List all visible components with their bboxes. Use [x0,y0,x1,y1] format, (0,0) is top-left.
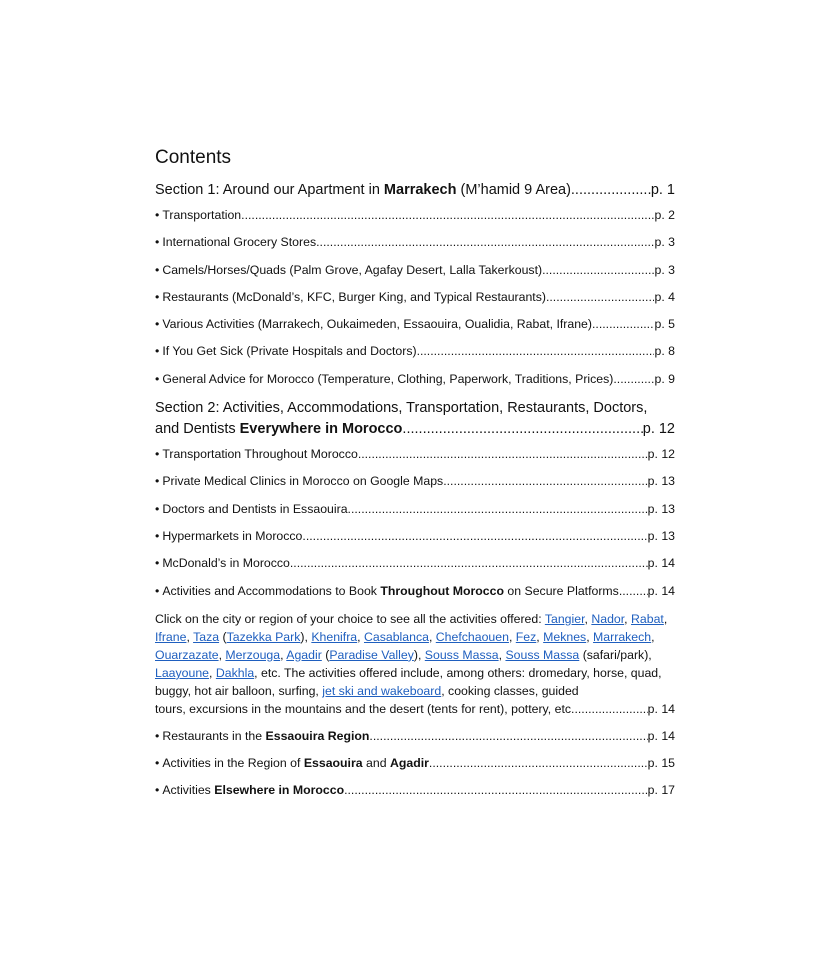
paragraph-page: p. 14 [647,701,675,716]
bullet: • [155,317,160,332]
link-fez[interactable]: Fez [515,629,537,644]
leader-dots [302,528,647,545]
toc-item-page: p. 3 [654,262,675,277]
toc-item-page: p. 5 [654,317,675,332]
bullet: • [155,583,160,598]
bullet: • [155,474,160,489]
toc-item-page: p. 14 [647,556,675,571]
leader-dots [592,316,655,333]
leader-dots [417,343,655,360]
link-ifrane[interactable]: Ifrane [155,629,187,644]
link-khenifra[interactable]: Khenifra [311,629,358,644]
toc-item[interactable] [155,555,675,572]
section-2-prefix: and Dentists [155,421,240,438]
link-casablanca[interactable]: Casablanca [363,629,429,644]
link-nador[interactable]: Nador [591,611,625,626]
toc-item-page: p. 4 [654,289,675,304]
section-2-page: p. 12 [642,421,675,438]
paragraph-after-dakhla: , etc. The activities offered include, among others: dromedary, horse, quad, buggy, hot air balloon, surfing, [155,665,662,698]
paragraph-after-souss: (safari/park), [582,647,652,662]
link-souss-massa[interactable]: Souss Massa [424,647,499,662]
toc-item-page: p. 15 [647,756,675,771]
link-merzouga[interactable]: Merzouga [225,647,281,662]
leader-dots [358,446,648,463]
bullet: • [155,783,160,798]
contents-title: Contents [155,147,232,168]
link-taza[interactable]: Taza [193,629,220,644]
leader-dots [542,262,654,279]
link-agadir[interactable]: Agadir [286,647,322,662]
link-jet-ski-wakeboard[interactable]: jet ski and wakeboard [322,683,442,698]
toc-item[interactable] [155,473,675,490]
link-paradise-valley[interactable]: Paradise Valley [329,647,414,662]
toc-item-page: p. 17 [647,783,675,798]
bullet: • [155,262,160,277]
toc-item[interactable] [155,262,675,279]
toc-item[interactable] [155,501,675,518]
link-marrakech[interactable]: Marrakech [593,629,652,644]
toc-item-page: p. 13 [647,528,675,543]
toc-item-text: McDonald’s in Morocco [162,556,290,571]
toc-item-text-mid: and [362,756,390,771]
toc-item-text: Camels/Horses/Quads (Palm Grove, Agafay Desert, Lalla Takerkoust) [162,262,543,277]
toc-item-page: p. 12 [647,447,675,462]
leader-dots [344,782,648,799]
paragraph-last-line: tours, excursions in the mountains and the desert (tents for rent), pottery, etc [155,701,572,716]
document-page [155,146,675,810]
link-rabat[interactable]: Rabat [631,611,664,626]
toc-item-bold: Essaouira [303,756,363,771]
leader-dots [402,419,642,440]
toc-item-text: Hypermarkets in Morocco [162,528,303,543]
section-2-heading[interactable] [155,398,675,440]
bullet: • [155,447,160,462]
toc-item-bold-2: Agadir [389,756,429,771]
section-2-bold: Everywhere in Morocco [239,421,403,438]
toc-item-text: Activities [162,783,215,798]
toc-item-text: International Grocery Stores [162,235,317,250]
leader-dots [348,501,648,518]
toc-item-text-suffix: on Secure Platforms [504,583,619,598]
leader-dots [619,583,648,600]
toc-item[interactable] [155,782,675,799]
bullet: • [155,371,160,386]
toc-item[interactable] [155,234,675,251]
toc-item-text: Private Medical Clinics in Morocco on Google Maps [162,474,444,489]
toc-item-text: Various Activities (Marrakech, Oukaimeden, Essaouira, Oualidia, Rabat, Ifrane) [162,317,592,332]
leader-dots [241,207,654,224]
toc-item-text: Restaurants (McDonald’s, KFC, Burger King, and Typical Restaurants) [162,289,546,304]
bullet: • [155,728,160,743]
toc-item-page: p. 14 [647,583,675,598]
toc-item[interactable] [155,755,675,772]
link-souss-massa-safari[interactable]: Souss Massa [505,647,580,662]
toc-item-bold: Elsewhere in Morocco [214,783,345,798]
toc-item-bold: Essaouira Region [265,728,370,743]
link-tazekka-park[interactable]: Tazekka Park [226,629,301,644]
toc-item[interactable] [155,316,675,333]
leader-dots [443,473,647,490]
leader-dots [369,728,647,745]
toc-item-text: General Advice for Morocco (Temperature, Clothing, Paperwork, Traditions, Prices) [162,371,614,386]
bullet: • [155,556,160,571]
leader-dots [613,371,654,388]
toc-item[interactable] [155,446,675,463]
leader-dots [429,755,648,772]
leader-dots [546,289,655,306]
link-ouarzazate[interactable]: Ouarzazate [155,647,219,662]
leader-dots [316,234,654,251]
toc-item-page: p. 9 [654,371,675,386]
toc-item-bold: Throughout Morocco [380,583,504,598]
link-laayoune[interactable]: Laayoune [155,665,210,680]
leader-dots [571,700,648,718]
toc-item-page: p. 13 [647,501,675,516]
section-1-prefix: Section 1: Around our Apartment in [155,182,384,198]
toc-item[interactable] [155,343,675,360]
cities-paragraph: Click on the city or region of your choice to see all the activities offered: Tangier, Nador, Rabat, Ifrane, Taza (Tazekka Park), Khenifra, Casablanca, Chefchaouen, Fez, Meknes, Marrakech, Ouarzazate, Merzouga, Agadir (Paradise Valley), Souss Massa, Souss Massa (safari/park), Laayoune, Dakhla, etc. The activities offered include, among others: dromedary, horse, quad, buggy, hot air balloon, surfing, jet ski and wakeboard, cooking classes, guided tours, excursions in the mountains and the desert (tents for rent), pottery, etc ..... p. 14 [155,610,675,718]
bullet: • [155,756,160,771]
link-meknes[interactable]: Meknes [543,629,587,644]
link-chefchaouen[interactable]: Chefchaouen [435,629,509,644]
toc-item-page: p. 13 [647,474,675,489]
toc-item[interactable] [155,371,675,388]
bullet: • [155,208,160,222]
bullet: • [155,528,160,543]
toc-item[interactable] [155,528,675,545]
section-1-heading[interactable] [155,180,675,201]
section-2-line-1: Section 2: Activities, Accommodations, Transportation, Restaurants, Doctors, [155,400,648,417]
section-1-suffix: (M’hamid 9 Area) [456,182,571,198]
toc-item-page: p. 8 [654,344,675,359]
leader-dots [571,180,651,201]
paragraph-intro: Click on the city or region of your choice to see all the activities offered: [155,611,545,626]
section-1-bold: Marrakech [383,182,457,198]
paragraph-after-jetski: , cooking classes, guided [441,683,579,698]
toc-item[interactable] [155,207,675,224]
toc-item-text: Transportation Throughout Morocco [162,447,358,462]
toc-item-text: Restaurants in the [162,728,266,743]
link-tangier[interactable]: Tangier [544,611,585,626]
toc-item-text: Activities and Accommodations to Book [162,583,381,598]
bullet: • [155,501,160,516]
toc-item-page: p. 14 [647,728,675,743]
toc-item-page: p. 3 [654,235,675,250]
toc-item-text: Doctors and Dentists in Essaouira [162,501,348,516]
toc-item-text: Activities in the Region of [162,756,304,771]
bullet: • [155,344,160,359]
toc-item-text: If You Get Sick (Private Hospitals and Doctors) [162,344,417,359]
bullet: • [155,235,160,250]
toc-item[interactable] [155,289,675,306]
toc-item-page: p. 2 [654,208,675,222]
leader-dots [290,555,648,572]
toc-item[interactable] [155,728,675,745]
section-1-page: p. 1 [650,182,675,198]
toc-item-text: Transportation [162,208,242,222]
toc-item[interactable] [155,583,675,600]
bullet: • [155,289,160,304]
link-dakhla[interactable]: Dakhla [215,665,255,680]
